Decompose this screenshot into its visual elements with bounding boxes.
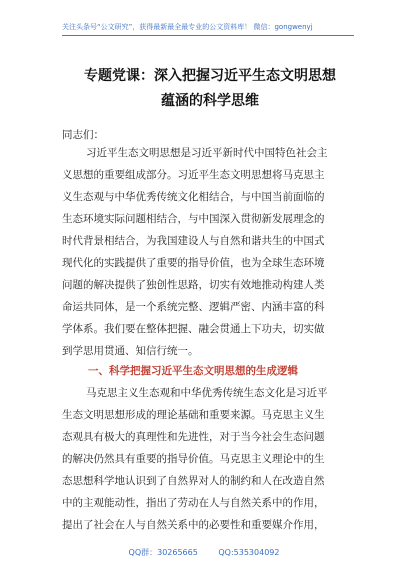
paragraph-2-line: 马克思主义生态观和中华优秀传统生态文化是习近平 — [86, 387, 328, 399]
header-rule — [62, 35, 354, 36]
footer-qq-group: QQ群：30265665 — [128, 548, 198, 557]
paragraph-1-line: 时代背景相结合，为我国建设人与自然和谐共生的中国式 — [62, 235, 325, 247]
paragraph-1-line: 到学思用贯通、知信行统一。 — [62, 345, 199, 357]
section-heading-1: 一、科学把握习近平生态文明思想的生成逻辑 — [88, 365, 298, 377]
paragraph-2-line: 中的主观能动性，指出了劳动在人与自然关系中的作用， — [62, 497, 325, 509]
paragraph-1-line: 学体系。我们要在整体把握、融会贯通上下功夫，切实做 — [62, 323, 325, 335]
paragraph-1-line: 现代化的实践提供了重要的指导价值，也为全球生态环境 — [62, 257, 325, 269]
footer — [0, 547, 408, 558]
paragraph-2-line: 态思想科学地认识到了自然界对人的制约和人在改造自然 — [62, 475, 325, 487]
paragraph-1-line: 命运共同体，是一个系统完整、逻辑严密、内涵丰富的科 — [62, 301, 325, 313]
paragraph-1-line: 义思想的重要组成部分。习近平生态文明思想将马克思主 — [62, 169, 325, 181]
paragraph-2-line: 提出了社会在人与自然关系中的必要性和重要媒介作用， — [62, 519, 325, 531]
paragraph-1-line: 义生态观与中华优秀传统文化相结合，与中国当前面临的 — [62, 191, 325, 203]
paragraph-1-line: 生态环境实际问题相结合，与中国深入贯彻新发展理念的 — [62, 213, 325, 225]
paragraph-2-line: 的解决仍然具有重要的指导价值。马克思主义理论中的生 — [62, 453, 325, 465]
paragraph-1-line: 问题的解决提供了独创性思路，切实有效地推动构建人类 — [62, 279, 325, 291]
paragraph-2-line: 态观具有极大的真理性和先进性，对于当今社会生态问题 — [62, 431, 325, 443]
document-title-line-2: 蕴涵的科学思维 — [161, 93, 259, 109]
footer-qq: QQ:535304092 — [218, 548, 280, 557]
document-title-line-1: 专题党课：深入把握习近平生态文明思想 — [84, 68, 336, 84]
paragraph-1-line: 习近平生态文明思想是习近平新时代中国特色社会主 — [86, 147, 328, 159]
paragraph-2-line: 生态文明思想形成的理论基础和重要来源。马克思主义生 — [62, 409, 325, 421]
header-note: 关注头条号“公文研究”，获得最新最全最专业的公文资料库！ 微信：gongwenyj — [62, 23, 313, 31]
greeting: 同志们： — [62, 129, 104, 141]
